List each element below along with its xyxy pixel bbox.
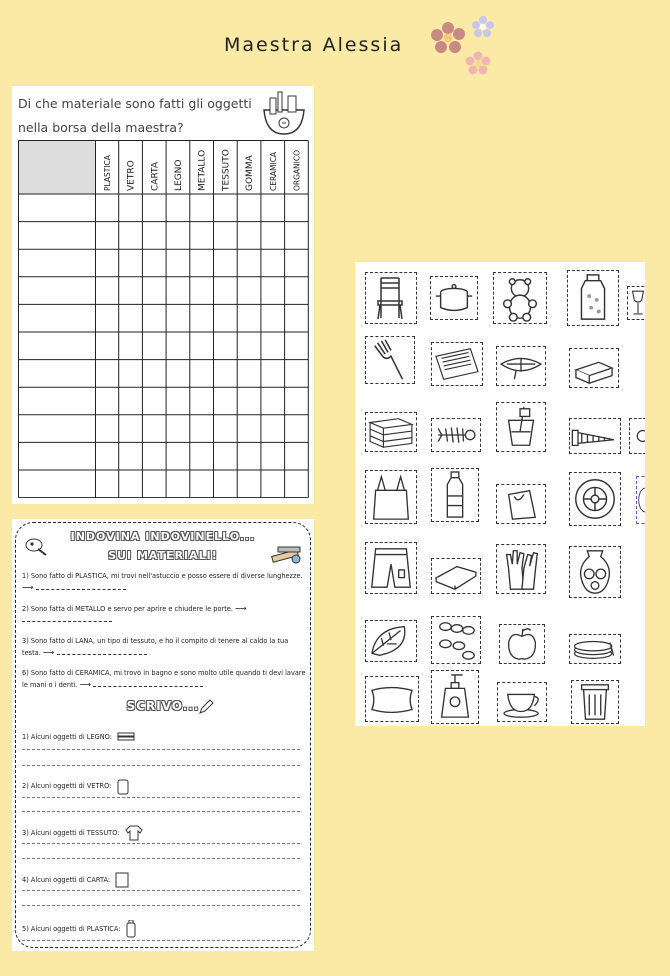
card-teacup[interactable] (497, 682, 547, 722)
pencil-icon (198, 699, 214, 715)
answer-line[interactable] (22, 858, 300, 859)
card-soap[interactable] (431, 670, 479, 724)
card-teddy[interactable] (493, 272, 547, 324)
worksheet-question: Di che materiale sono fatti gli oggetti nella borsa della maestra? (18, 96, 252, 135)
card-tire[interactable] (569, 472, 621, 526)
column-header-legno: LEGNO (173, 159, 184, 191)
glass-cup-icon (497, 403, 545, 451)
card-ring[interactable] (629, 418, 645, 454)
plastic-bag-icon (366, 471, 416, 523)
plastic-bottle-icon (126, 920, 136, 938)
teacup-icon (498, 683, 546, 721)
answer-line[interactable] (22, 811, 300, 812)
fish-bone-icon (432, 419, 480, 451)
card-fishbone[interactable] (431, 418, 481, 452)
materials-grid (18, 140, 309, 498)
plates-icon (570, 635, 620, 663)
column-header-gomma: GOMMA (245, 155, 256, 191)
card-gloves[interactable] (496, 544, 546, 594)
jar-icon (568, 271, 618, 325)
card-jar[interactable] (567, 270, 619, 326)
apple-icon (500, 625, 544, 663)
card-butter[interactable] (569, 348, 619, 388)
rubber-gloves-icon (497, 545, 545, 593)
chair-icon (366, 273, 416, 323)
prompt-legno: 1) Alcuni oggetti di LEGNO: (22, 731, 135, 743)
bottle-icon (432, 469, 478, 521)
column-header-organico: ORGANICO (292, 149, 302, 191)
card-trash-bin[interactable] (571, 680, 619, 724)
riddle-title-line1: INDOVINA INDOVINELLO... (70, 530, 256, 543)
card-apple[interactable] (499, 624, 545, 664)
column-header-ceramica: CERAMICA (268, 151, 278, 191)
riddle-3: 3) Sono fatto di LANA, un tipo di tessuto, e ho il compito di tenere al caldo la tua testa. ⟶ (22, 637, 289, 657)
card-leaf[interactable] (365, 620, 417, 662)
answer-line[interactable] (22, 940, 300, 941)
handbag-icon (258, 88, 310, 138)
column-header-plastica: PLASTICA (102, 155, 112, 191)
screw-icon (570, 419, 620, 453)
card-fork[interactable] (365, 336, 415, 384)
card-vase[interactable] (569, 546, 621, 598)
answer-line[interactable] (22, 765, 300, 766)
mirror-icon (637, 477, 645, 523)
pot-icon (431, 277, 477, 319)
card-screw[interactable] (569, 418, 621, 454)
wooden-boat-icon (497, 347, 545, 385)
column-header-metallo: METALLO (197, 149, 208, 191)
vase-icon (570, 547, 620, 597)
column-header-vetro: VETRO (126, 160, 137, 191)
card-plastic-bag[interactable] (365, 470, 417, 524)
card-boat[interactable] (496, 346, 546, 386)
riddle-4: 6) Sono fatto di CERAMICA, mi trovo in bagno e sono molto utile quando ti devi lavare le mani o i denti. ⟶ (22, 669, 306, 689)
card-chair[interactable] (365, 272, 417, 324)
teddy-bear-icon (494, 273, 546, 323)
pillow-icon (366, 677, 418, 721)
tire-icon (570, 473, 620, 525)
prompt-vetro: 2) Alcuni oggetti di VETRO: (22, 777, 130, 795)
card-book[interactable] (431, 558, 481, 594)
paper-sheet-icon (115, 872, 129, 888)
answer-line[interactable] (22, 797, 300, 798)
card-shorts[interactable] (365, 542, 417, 594)
card-paper-bag[interactable] (496, 484, 546, 524)
card-bottle[interactable] (431, 468, 479, 522)
glass-jar-icon (116, 777, 130, 795)
riddle-title-line2: SUI MATERIALI! (108, 549, 218, 562)
butter-icon (570, 349, 618, 387)
paper-bag-icon (497, 485, 545, 523)
book-icon (432, 559, 480, 593)
prompt-tessuto: 3) Alcuni oggetti di TESSUTO: (22, 825, 143, 841)
answer-line[interactable] (22, 905, 300, 906)
materials-table-worksheet (12, 86, 314, 504)
trash-bin-icon (572, 681, 618, 723)
card-pot[interactable] (430, 276, 478, 320)
page-title: Maestra Alessia (224, 34, 404, 56)
answer-line[interactable] (22, 890, 300, 891)
card-newspaper[interactable] (431, 342, 483, 386)
newspaper-icon (432, 343, 482, 385)
picture-cards-sheet (355, 262, 645, 726)
chains-icon (432, 617, 480, 663)
fork-icon (366, 337, 414, 383)
riddle-2: 2) Sono fatta di METALLO e servo per aprire e chiudere le porte. ⟶ (22, 603, 306, 626)
card-plates[interactable] (569, 634, 621, 664)
column-header-carta: CARTA (150, 162, 161, 191)
card-chains[interactable] (431, 616, 481, 664)
column-header-tessuto: TESSUTO (221, 149, 232, 191)
card-pillow[interactable] (365, 676, 419, 722)
shorts-icon (366, 543, 416, 593)
card-mirror[interactable] (636, 476, 645, 524)
card-wine-glass[interactable] (627, 286, 645, 320)
card-crate[interactable] (365, 412, 417, 452)
flowers-decoration-icon (428, 14, 498, 80)
prompt-plastica: 5) Alcuni oggetti di PLASTICA: (22, 920, 136, 938)
riddle-1: 1) Sono fatto di PLASTICA, mi trovi nell'astuccio e posso essere di diverse lunghezze. ⟶ (22, 572, 303, 592)
sweater-icon (125, 825, 143, 841)
answer-line[interactable] (22, 749, 300, 750)
prompt-carta: 4) Alcuni oggetti di CARTA: (22, 872, 129, 888)
soap-dispenser-icon (432, 671, 478, 723)
leaf-icon (366, 621, 416, 661)
answer-line[interactable] (22, 843, 300, 844)
wood-logs-icon (117, 731, 135, 743)
card-cup[interactable] (496, 402, 546, 452)
scrivo-title: SCRIVO... (126, 699, 200, 713)
wine-glass-icon (628, 287, 645, 319)
ring-icon (630, 419, 645, 453)
wooden-crate-icon (366, 413, 416, 451)
riddles-worksheet (12, 519, 314, 951)
